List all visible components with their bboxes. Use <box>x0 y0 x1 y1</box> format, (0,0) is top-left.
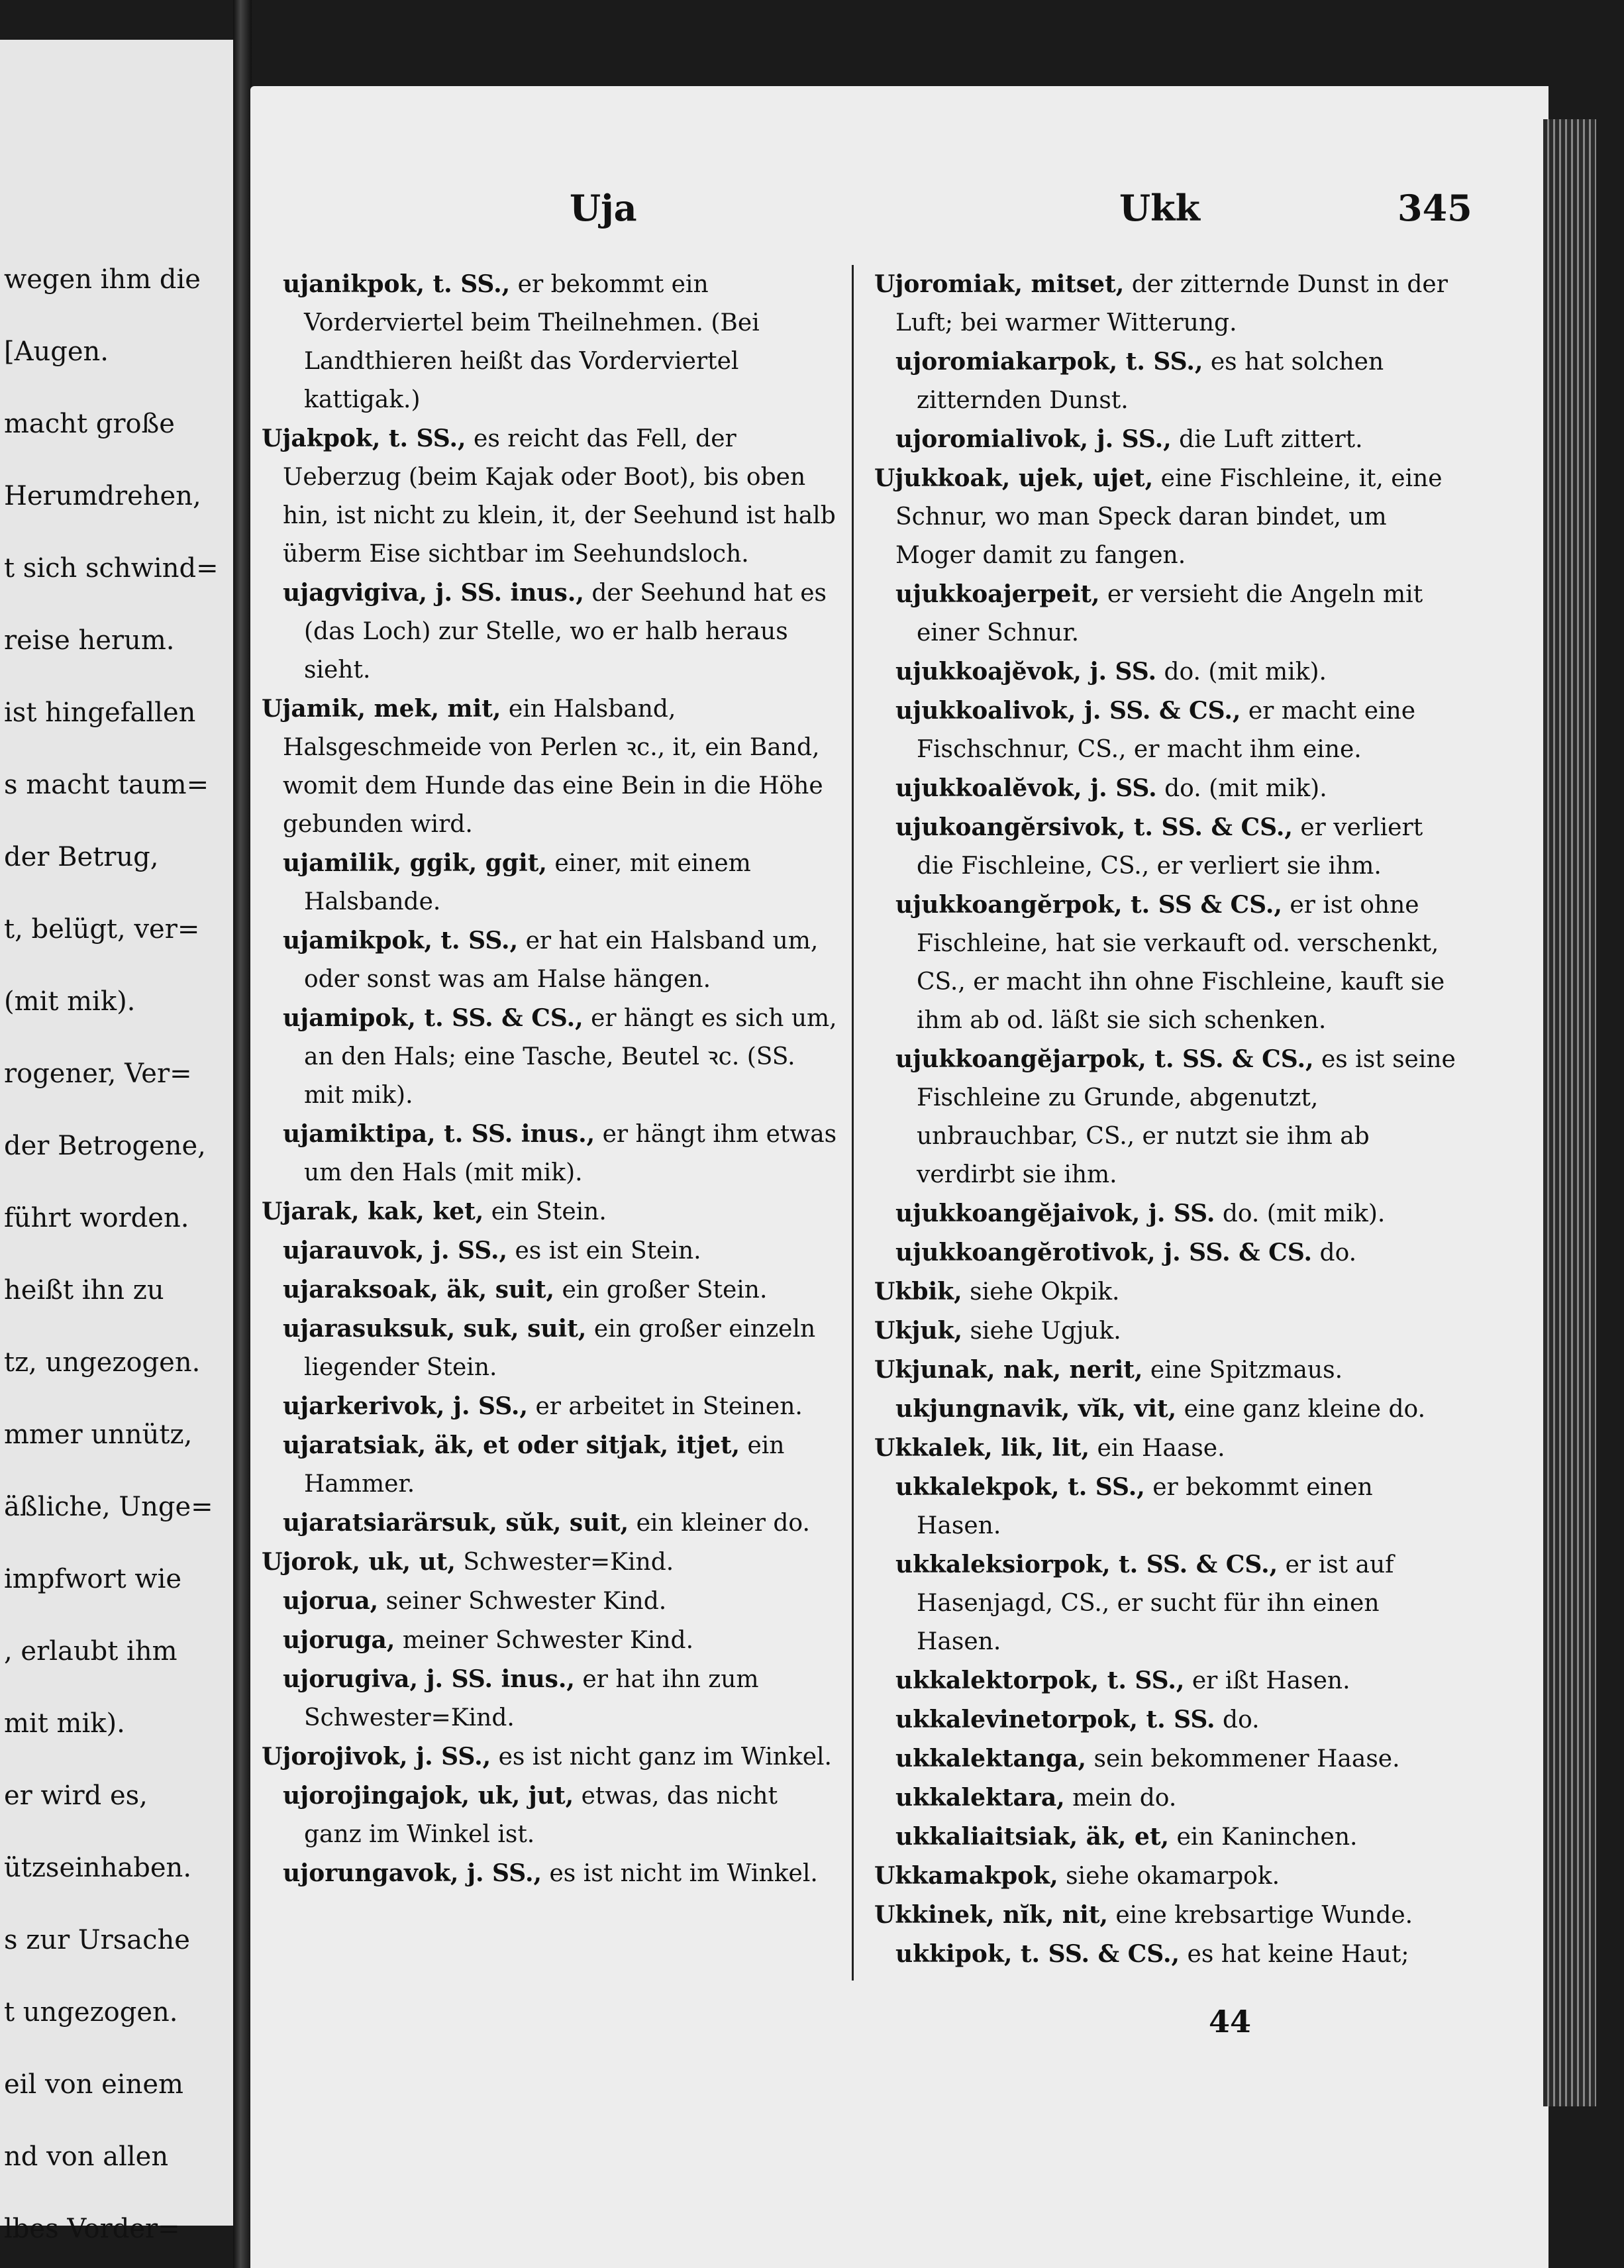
dictionary-entry <box>283 574 841 690</box>
entry-headword: Ujarak, kak, ket, <box>262 1198 484 1225</box>
left-page-line: eil von einem <box>4 2069 183 2100</box>
left-page-line: er wird es, <box>4 1780 148 1811</box>
entry-headword: ujanikpok, t. SS., <box>283 270 511 298</box>
entry-definition: do. (mit mik). <box>1156 775 1327 802</box>
dictionary-entry <box>283 1270 841 1310</box>
entry-definition: meiner Schwester Kind. <box>395 1627 694 1654</box>
entry-definition: er macht eine Fischschnur, CS., er macht ihm eine. <box>917 697 1416 763</box>
entry-headword: ujaraksoak, äk, suit, <box>283 1276 554 1304</box>
dictionary-entry <box>283 999 841 1115</box>
right-column <box>874 265 1460 1974</box>
entry-definition: er ist auf Hasenjagd, CS., er sucht für ihn einen Hasen. <box>917 1551 1394 1655</box>
dictionary-entry <box>895 1390 1460 1429</box>
dictionary-entry <box>895 575 1460 652</box>
entry-definition: er hat ein Halsband um, oder sonst was am Halse hängen. <box>304 927 819 993</box>
entry-definition: ein kleiner do. <box>629 1510 810 1537</box>
entry-definition: er arbeitet in Steinen. <box>528 1393 803 1420</box>
entry-definition: ein Stein. <box>483 1198 607 1225</box>
dictionary-entry <box>874 1272 1460 1312</box>
entry-definition: es hat solchen zitternden Dunst. <box>917 348 1384 414</box>
entry-definition: do. (mit mik). <box>1215 1200 1386 1227</box>
dictionary-entry <box>283 1660 841 1737</box>
entry-headword: Ukbik, <box>874 1278 962 1306</box>
entry-headword: ukkaliaitsiak, äk, et, <box>895 1823 1170 1851</box>
dictionary-entry <box>895 692 1460 769</box>
dictionary-entry <box>895 886 1460 1040</box>
entry-definition: ein Haase. <box>1090 1435 1225 1462</box>
entry-headword: ujarasuksuk, suk, suit, <box>283 1315 587 1343</box>
entry-definition: es ist nicht ganz im Winkel. <box>491 1743 833 1771</box>
page-edges <box>1543 119 1596 2106</box>
dictionary-entry <box>895 1818 1460 1857</box>
left-column <box>262 265 841 1893</box>
entry-headword: ujukkoalĕvok, j. SS. <box>895 774 1157 802</box>
entry-definition: er hängt ihm etwas um den Hals (mit mik). <box>304 1121 837 1186</box>
entry-headword: ujukkoajĕvok, j. SS. <box>895 658 1157 686</box>
entry-definition: es ist seine Fischleine zu Grunde, abgenutzt, unbrauchbar, CS., er nutzt sie ihm ab verdirbt sie ihm. <box>917 1046 1456 1188</box>
entry-definition: etwas, das nicht ganz im Winkel ist. <box>304 1782 778 1848</box>
entry-headword: ukkalektanga, <box>895 1745 1087 1773</box>
entry-headword: ujarauvok, j. SS., <box>283 1237 508 1264</box>
dictionary-entry <box>262 690 841 844</box>
dictionary-entry <box>895 1700 1460 1739</box>
left-page-line: (mit mik). <box>4 986 136 1017</box>
dictionary-entry <box>874 1429 1460 1468</box>
entry-headword: ukkalektara, <box>895 1784 1065 1812</box>
entry-headword: Ujorojivok, j. SS., <box>262 1743 491 1771</box>
entry-definition: ein Halsband, Halsgeschmeide von Perlen ꝛc., it, ein Band, womit dem Hunde das eine Bein in die Höhe gebunden wird. <box>283 696 823 838</box>
entry-definition: do. <box>1312 1239 1357 1266</box>
entry-headword: ujukoangĕrsivok, t. SS. & CS., <box>895 813 1293 841</box>
entry-definition: er hat ihn zum Schwester=Kind. <box>304 1666 759 1731</box>
dictionary-entry <box>895 1935 1460 1974</box>
entry-definition: siehe okamarpok. <box>1058 1863 1280 1890</box>
dictionary-entry <box>283 1621 841 1660</box>
dictionary-entry <box>283 844 841 921</box>
left-page-line: der Betrug, <box>4 842 159 872</box>
entry-headword: Ujakpok, t. SS., <box>262 425 466 452</box>
entry-definition: siehe Ugjuk. <box>962 1317 1121 1345</box>
dictionary-entry <box>895 1739 1460 1778</box>
entry-definition: Schwester=Kind. <box>455 1549 674 1576</box>
entry-headword: ujoromialivok, j. SS., <box>895 425 1172 453</box>
entry-headword: Ukjunak, nak, nerit, <box>874 1356 1143 1384</box>
entry-definition: es reicht das Fell, der Ueberzug (beim Kajak oder Boot), bis oben hin, ist nicht zu klein, it, der Seehund ist halb überm Eise sichtbar im Seehundsloch. <box>283 425 836 568</box>
dictionary-entry <box>262 419 841 574</box>
dictionary-entry <box>283 1777 841 1854</box>
entry-definition: es ist nicht im Winkel. <box>542 1860 818 1887</box>
entry-headword: ujukkoangĕrotivok, j. SS. & CS. <box>895 1239 1313 1266</box>
dictionary-entry <box>895 1194 1460 1233</box>
entry-headword: ujaratsiak, äk, et oder sitjak, itjet, <box>283 1431 740 1459</box>
left-page-line: äßliche, Unge= <box>4 1492 213 1522</box>
entry-headword: ujukkoangĕrpok, t. SS & CS., <box>895 891 1282 919</box>
entry-headword: ujamipok, t. SS. & CS., <box>283 1004 584 1032</box>
entry-headword: ukkaleksiorpok, t. SS. & CS., <box>895 1551 1278 1578</box>
dictionary-entry <box>895 1545 1460 1661</box>
dictionary-entry <box>895 1468 1460 1545</box>
entry-definition: eine krebsartige Wunde. <box>1107 1902 1413 1929</box>
entry-definition: er verliert die Fischleine, CS., er verliert sie ihm. <box>917 814 1423 880</box>
dictionary-entry <box>895 808 1460 886</box>
left-page-line: t sich schwind= <box>4 553 219 584</box>
entry-headword: ukkalevinetorpok, t. SS. <box>895 1706 1215 1733</box>
entry-definition: do. (mit mik). <box>1156 658 1327 686</box>
dictionary-entry <box>895 1778 1460 1818</box>
entry-headword: Ujoromiak, mitset, <box>874 270 1125 298</box>
entry-headword: ujorua, <box>283 1587 379 1615</box>
entry-headword: ujorungavok, j. SS., <box>283 1859 542 1887</box>
left-page-line: wegen ihm die <box>4 264 201 295</box>
entry-headword: ujagvigiva, j. SS. inus., <box>283 579 584 607</box>
entry-headword: Ujorok, uk, ut, <box>262 1548 456 1576</box>
left-page-line: der Betrogene, <box>4 1131 206 1161</box>
entry-definition: er bekommt ein Vorderviertel beim Theilnehmen. (Bei Landthieren heißt das Vorderviertel kattigak.) <box>304 271 760 413</box>
dictionary-entry <box>283 1310 841 1387</box>
left-page-line: s zur Ursache <box>4 1925 190 1955</box>
entry-headword: ujaratsiarärsuk, sŭk, suit, <box>283 1509 629 1537</box>
entry-headword: ujamilik, ggik, ggit, <box>283 849 547 877</box>
dictionary-entry <box>283 265 841 419</box>
dictionary-entry <box>874 1351 1460 1390</box>
entry-headword: Ujukkoak, ujek, ujet, <box>874 464 1154 492</box>
entry-definition: er hängt es sich um, an den Hals; eine Tasche, Beutel ꝛc. (SS. mit mik). <box>304 1005 837 1109</box>
dictionary-entry <box>262 1737 841 1777</box>
left-page-line: mmer unnütz, <box>4 1419 193 1450</box>
signature-mark: 44 <box>1209 2004 1252 2039</box>
left-page-line: [Augen. <box>4 336 109 367</box>
entry-definition: ein großer einzeln liegender Stein. <box>304 1315 816 1381</box>
left-page-line: mit mik). <box>4 1708 125 1739</box>
dictionary-entry <box>283 1231 841 1270</box>
column-divider <box>852 265 854 1981</box>
entry-definition: siehe Okpik. <box>962 1278 1120 1306</box>
entry-headword: ujamiktipa, t. SS. inus., <box>283 1120 595 1148</box>
left-page-line: nd von allen <box>4 2141 169 2172</box>
left-page-line: s macht taum= <box>4 770 209 800</box>
entry-headword: Ukkamakpok, <box>874 1862 1058 1890</box>
left-guide-word: Uja <box>570 187 637 229</box>
left-page-line: impfwort wie <box>4 1564 182 1594</box>
left-page-line: t ungezogen. <box>4 1997 178 2028</box>
entry-headword: ukkipok, t. SS. & CS., <box>895 1940 1180 1968</box>
left-page-fragment <box>0 40 235 2244</box>
entry-headword: ukjungnavik, vĭk, vit, <box>895 1395 1177 1423</box>
entry-headword: ujoruga, <box>283 1626 395 1654</box>
left-page-line: reise herum. <box>4 625 175 656</box>
entry-headword: Ukkalek, lik, lit, <box>874 1434 1090 1462</box>
entry-headword: ujarkerivok, j. SS., <box>283 1392 529 1420</box>
entry-definition: mein do. <box>1064 1784 1177 1812</box>
left-page-line: , erlaubt ihm <box>4 1636 178 1667</box>
dictionary-entry <box>283 1115 841 1192</box>
dictionary-entry <box>895 1661 1460 1700</box>
entry-definition: die Luft zittert. <box>1171 426 1363 453</box>
entry-headword: ujukkoangĕjaivok, j. SS. <box>895 1200 1215 1227</box>
entry-definition: eine Spitzmaus. <box>1142 1357 1343 1384</box>
dictionary-entry <box>874 1857 1460 1896</box>
dictionary-entry <box>874 1896 1460 1935</box>
entry-definition: es ist ein Stein. <box>507 1237 701 1264</box>
left-page-line: rogener, Ver= <box>4 1058 192 1089</box>
left-page-line: t, belügt, ver= <box>4 914 200 945</box>
entry-headword: ujoromiakarpok, t. SS., <box>895 348 1203 376</box>
page-number: 345 <box>1397 187 1472 229</box>
dictionary-entry <box>283 1854 841 1893</box>
dictionary-entry <box>895 769 1460 808</box>
entry-definition: ein Hammer. <box>304 1432 785 1498</box>
left-page-line: ist hingefallen <box>4 697 196 728</box>
dictionary-entry <box>874 265 1460 342</box>
dictionary-entry <box>262 1192 841 1231</box>
entry-definition: der zitternde Dunst in der Luft; bei warmer Witterung. <box>895 271 1448 336</box>
entry-definition: sein bekommener Haase. <box>1086 1745 1400 1773</box>
entry-headword: ujukkoajerpeit, <box>895 580 1100 608</box>
left-page-line: ützseinhaben. <box>4 1853 192 1883</box>
entry-headword: ujorojingajok, uk, jut, <box>283 1782 574 1810</box>
dictionary-entry <box>283 1504 841 1543</box>
dictionary-entry <box>283 1426 841 1504</box>
entry-headword: ujukkoalivok, j. SS. & CS., <box>895 697 1241 725</box>
dictionary-entry <box>895 420 1460 459</box>
dictionary-entry <box>874 459 1460 575</box>
left-page-line: führt worden. <box>4 1203 189 1233</box>
entry-headword: ujamikpok, t. SS., <box>283 927 519 954</box>
entry-definition: ein großer Stein. <box>554 1276 768 1304</box>
entry-headword: Ukjuk, <box>874 1317 963 1345</box>
dictionary-entry <box>283 921 841 999</box>
dictionary-entry <box>895 342 1460 420</box>
left-page-line: Herumdrehen, <box>4 481 201 511</box>
dictionary-entry <box>283 1582 841 1621</box>
dictionary-entry <box>895 1233 1460 1272</box>
entry-definition: er ist ohne Fischleine, hat sie verkauft od. verschenkt, CS., er macht ihn ohne Fischleine, kauft sie ihm ab od. läßt sie sich schenken. <box>917 892 1445 1034</box>
book-gutter <box>233 0 252 2268</box>
entry-definition: do. <box>1215 1706 1260 1733</box>
left-page-line: lbes Vorder= <box>4 2214 180 2244</box>
entry-definition: er ißt Hasen. <box>1184 1667 1350 1694</box>
entry-definition: er bekommt einen Hasen. <box>917 1474 1373 1539</box>
entry-definition: eine ganz kleine do. <box>1176 1396 1426 1423</box>
left-page-line: heißt ihn zu <box>4 1275 164 1306</box>
dictionary-entry <box>895 1040 1460 1194</box>
entry-definition: ein Kaninchen. <box>1169 1824 1358 1851</box>
entry-definition: eine Fischleine, it, eine Schnur, wo man Speck daran bindet, um Moger damit zu fangen. <box>895 465 1443 569</box>
left-page-line: tz, ungezogen. <box>4 1347 201 1378</box>
entry-definition: es hat keine Haut; <box>1180 1941 1409 1968</box>
right-guide-word: Ukk <box>1119 187 1200 229</box>
entry-headword: ukkalekpok, t. SS., <box>895 1473 1145 1501</box>
dictionary-entry <box>874 1312 1460 1351</box>
left-page-line: macht große <box>4 409 175 439</box>
entry-headword: ujukkoangĕjarpok, t. SS. & CS., <box>895 1045 1314 1073</box>
entry-definition: einer, mit einem Halsbande. <box>304 850 751 915</box>
entry-definition: der Seehund hat es (das Loch) zur Stelle, wo er halb heraus sieht. <box>304 580 827 684</box>
entry-headword: Ukkinek, nĭk, nit, <box>874 1901 1108 1929</box>
dictionary-entry <box>262 1543 841 1582</box>
entry-headword: ukkalektorpok, t. SS., <box>895 1667 1185 1694</box>
dictionary-entry <box>283 1387 841 1426</box>
entry-definition: seiner Schwester Kind. <box>378 1588 667 1615</box>
entry-definition: er versieht die Angeln mit einer Schnur. <box>917 581 1423 646</box>
entry-headword: ujorugiva, j. SS. inus., <box>283 1665 575 1693</box>
dictionary-entry <box>895 652 1460 692</box>
entry-headword: Ujamik, mek, mit, <box>262 695 501 723</box>
